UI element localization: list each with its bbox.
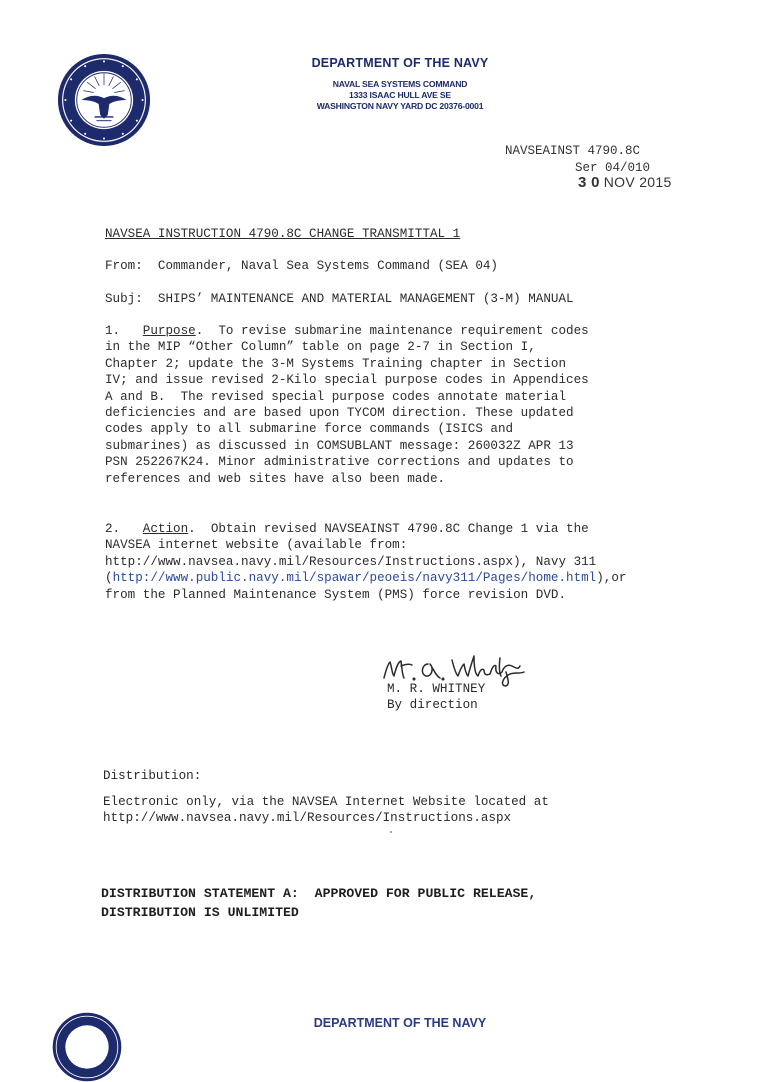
navy311-link[interactable]: http://www.public.navy.mil/spawar/peoeis/navy311/Pages/home.html (112, 571, 597, 586)
signatory-authority: By direction (387, 698, 478, 712)
letterhead-city: WASHINGTON NAVY YARD DC 20376-0001 (316, 101, 484, 111)
purpose-line: in the MIP “Other Column” table on page 2-7 in Section I, (105, 340, 536, 355)
serial-number: Ser 04/010 (575, 161, 651, 175)
purpose-line: Chapter 2; update the 3-M Systems Training chapter in Section (105, 356, 567, 371)
purpose-line-1: . To revise submarine maintenance requirement codes (195, 324, 589, 338)
purpose-line: IV; and issue revised 2-Kilo special purpose codes in Appendices (105, 373, 589, 388)
purpose-line: PSN 252267K24. Minor administrative corrections and updates to (105, 455, 574, 470)
purpose-line: submarines) as discussed in COMSUBLANT message: 260032Z APR 13 (105, 438, 574, 453)
next-page-seal-icon (52, 1012, 122, 1082)
date-day: 3 0 (578, 174, 600, 191)
letterhead-command: NAVAL SEA SYSTEMS COMMAND (332, 79, 468, 89)
purpose-line: A and B. The revised special purpose codes annotate material (105, 389, 567, 404)
action-line-4 (105, 570, 626, 586)
paren-close: ),or (596, 571, 627, 586)
distribution-line-2: http://www.navsea.navy.mil/Resources/Instructions.aspx (103, 811, 512, 825)
purpose-line: codes apply to all submarine force commands (ISICS and (105, 422, 514, 437)
date-stamp (578, 174, 672, 191)
scan-speck (390, 831, 392, 833)
distribution-label: Distribution: (103, 769, 202, 783)
signatory-name: M. R. WHITNEY (387, 682, 486, 696)
subject-line: Subj: SHIPS’ MAINTENANCE AND MATERIAL MANAGEMENT (3-M) MANUAL (105, 292, 574, 306)
date-month-year: NOV 2015 (603, 174, 672, 190)
purpose-line: references and web sites have also been made. (105, 471, 446, 486)
from-line: From: Commander, Naval Sea Systems Command (SEA 04) (105, 259, 498, 273)
purpose-number: 1. (105, 324, 143, 338)
distribution-statement-line-1: DISTRIBUTION STATEMENT A: APPROVED FOR PUBLIC RELEASE, (101, 886, 537, 901)
department-of-defense-seal-icon (57, 53, 151, 147)
action-heading: Action (142, 522, 189, 536)
purpose-paragraph (105, 323, 589, 487)
purpose-line: deficiencies and are based upon TYCOM direction. These updated (105, 406, 574, 421)
letterhead (250, 56, 550, 112)
letterhead-title: DEPARTMENT OF THE NAVY (311, 56, 489, 70)
instruction-number: NAVSEAINST 4790.8C (505, 144, 641, 158)
action-line-3: http://www.navsea.navy.mil/Resources/Instructions.aspx), Navy 311 (105, 554, 597, 569)
document-title: NAVSEA INSTRUCTION 4790.8C CHANGE TRANSMITTAL 1 (105, 227, 461, 241)
distribution-line-1: Electronic only, via the NAVSEA Internet Website located at (103, 795, 549, 809)
paren-open: ( (105, 571, 113, 586)
action-paragraph (105, 521, 626, 603)
action-line-5: from the Planned Maintenance System (PMS) force revision DVD. (105, 587, 567, 602)
next-page-letterhead-title: DEPARTMENT OF THE NAVY (313, 1016, 487, 1028)
action-line-2: NAVSEA internet website (available from: (105, 538, 408, 553)
purpose-heading: Purpose (142, 324, 196, 338)
purpose-first-line (105, 323, 589, 339)
action-line-1: . Obtain revised NAVSEAINST 4790.8C Change 1 via the (188, 522, 589, 536)
action-number: 2. (105, 522, 143, 536)
distribution-statement-line-2: DISTRIBUTION IS UNLIMITED (101, 905, 299, 920)
action-first-line (105, 521, 626, 537)
letterhead-street: 1333 ISAAC HULL AVE SE (349, 90, 451, 100)
